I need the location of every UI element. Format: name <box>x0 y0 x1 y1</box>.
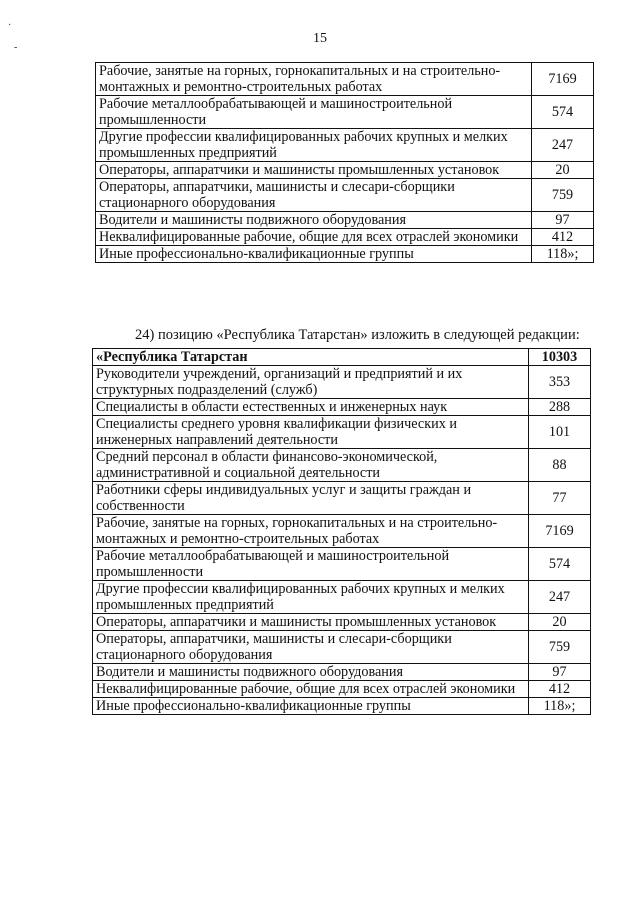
row-label: Операторы, аппаратчики, машинисты и слесари-сборщики стационарного оборудования <box>93 631 529 664</box>
row-value: 7169 <box>529 515 591 548</box>
row-value: 20 <box>529 614 591 631</box>
row-label: Другие профессии квалифицированных рабочих крупных и мелких промышленных предприятий <box>96 129 532 162</box>
row-value: 118»; <box>529 698 591 715</box>
table-row <box>93 548 591 581</box>
table-row <box>96 63 594 96</box>
amendment-instruction: 24) позицию «Республика Татарстан» изложить в следующей редакции: <box>135 327 580 343</box>
row-value: 97 <box>529 664 591 681</box>
row-label: Рабочие металлообрабатывающей и машиностроительной промышленности <box>93 548 529 581</box>
row-value: 20 <box>532 162 594 179</box>
row-value: 759 <box>529 631 591 664</box>
row-label: Руководители учреждений, организаций и предприятий и их структурных подразделений (служб) <box>93 366 529 399</box>
row-value: 101 <box>529 416 591 449</box>
table-row <box>93 449 591 482</box>
table-row <box>93 482 591 515</box>
row-value: 247 <box>532 129 594 162</box>
table-row <box>93 698 591 715</box>
table-row <box>96 129 594 162</box>
table-row <box>96 162 594 179</box>
row-label: Неквалифицированные рабочие, общие для всех отраслей экономики <box>96 229 532 246</box>
occupation-table-continued <box>95 62 594 263</box>
row-value: 574 <box>532 96 594 129</box>
row-label: Неквалифицированные рабочие, общие для всех отраслей экономики <box>93 681 529 698</box>
table-body <box>96 63 594 263</box>
row-value: 247 <box>529 581 591 614</box>
row-value: 288 <box>529 399 591 416</box>
table-row <box>96 229 594 246</box>
row-value: 118»; <box>532 246 594 263</box>
row-label: Рабочие металлообрабатывающей и машиностроительной промышленности <box>96 96 532 129</box>
row-label: Специалисты в области естественных и инженерных наук <box>93 399 529 416</box>
row-value: 412 <box>532 229 594 246</box>
row-label: Иные профессионально-квалификационные группы <box>93 698 529 715</box>
table-row <box>96 179 594 212</box>
table-row <box>93 416 591 449</box>
row-label: Средний персонал в области финансово-экономической, административной и социальной деятельности <box>93 449 529 482</box>
row-value: 412 <box>529 681 591 698</box>
table-row <box>93 664 591 681</box>
table-row <box>93 515 591 548</box>
page-number: 15 <box>313 31 327 46</box>
row-value: 97 <box>532 212 594 229</box>
row-label: Операторы, аппаратчики, машинисты и слесари-сборщики стационарного оборудования <box>96 179 532 212</box>
row-label: Другие профессии квалифицированных рабочих крупных и мелких промышленных предприятий <box>93 581 529 614</box>
row-label: Рабочие, занятые на горных, горнокапитальных и на строительно-монтажных и ремонтно-строительных работах <box>93 515 529 548</box>
scan-mark: · <box>8 20 12 31</box>
row-label: Водители и машинисты подвижного оборудования <box>93 664 529 681</box>
row-value: 77 <box>529 482 591 515</box>
table-row <box>96 212 594 229</box>
table-row <box>93 631 591 664</box>
row-label: Водители и машинисты подвижного оборудования <box>96 212 532 229</box>
row-value: 88 <box>529 449 591 482</box>
table-body <box>93 349 591 715</box>
row-label: Работники сферы индивидуальных услуг и защиты граждан и собственности <box>93 482 529 515</box>
scan-mark: - <box>14 42 18 53</box>
region-name: «Республика Татарстан <box>93 349 529 366</box>
table-row <box>93 366 591 399</box>
tatarstan-occupation-table <box>92 348 591 715</box>
table-header-row <box>93 349 591 366</box>
row-value: 759 <box>532 179 594 212</box>
table-row <box>93 581 591 614</box>
table-row <box>93 614 591 631</box>
row-value: 353 <box>529 366 591 399</box>
region-total: 10303 <box>529 349 591 366</box>
table-row <box>93 399 591 416</box>
row-label: Специалисты среднего уровня квалификации физических и инженерных направлений деятельности <box>93 416 529 449</box>
table-row <box>93 681 591 698</box>
row-label: Операторы, аппаратчики и машинисты промышленных установок <box>96 162 532 179</box>
row-value: 574 <box>529 548 591 581</box>
row-label: Операторы, аппаратчики и машинисты промышленных установок <box>93 614 529 631</box>
row-label: Рабочие, занятые на горных, горнокапитальных и на строительно-монтажных и ремонтно-строительных работах <box>96 63 532 96</box>
table-row <box>96 96 594 129</box>
row-value: 7169 <box>532 63 594 96</box>
table-row <box>96 246 594 263</box>
row-label: Иные профессионально-квалификационные группы <box>96 246 532 263</box>
